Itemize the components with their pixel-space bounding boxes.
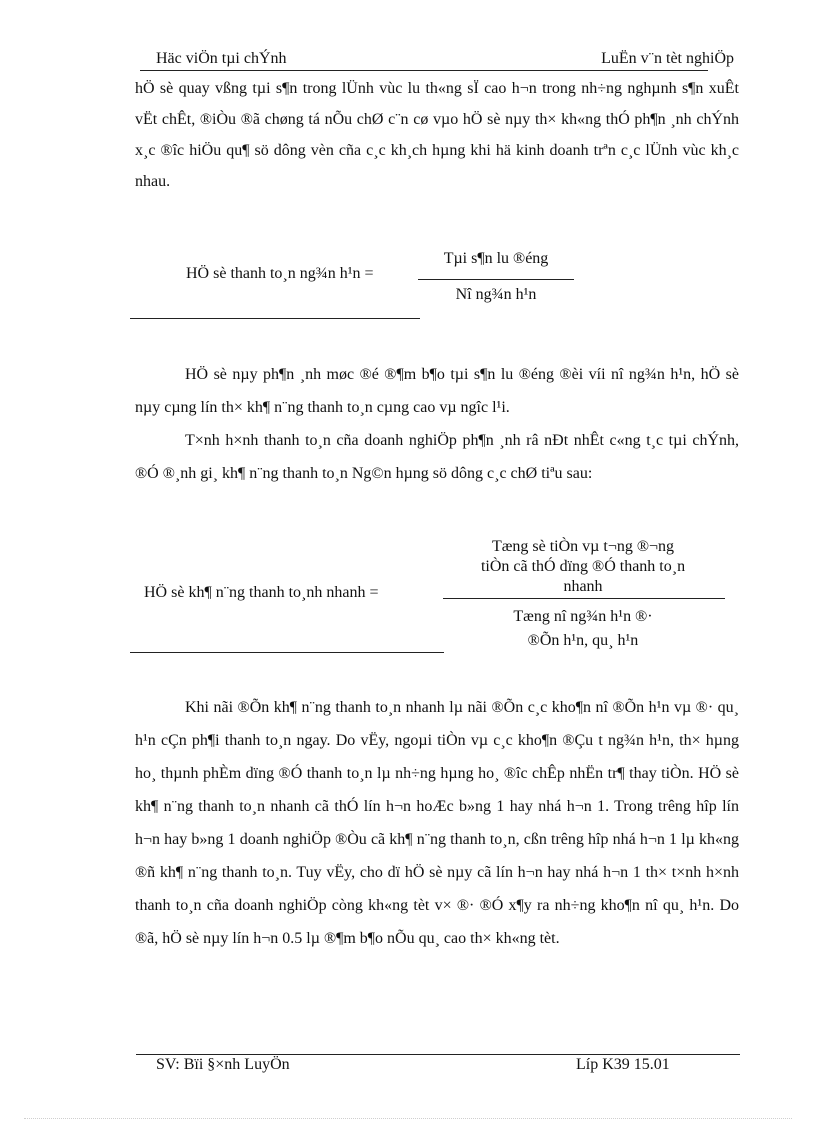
footer-divider bbox=[136, 1054, 740, 1055]
paragraph-quick-ratio: Khi nãi ®Õn kh¶ n¨ng thanh to¸n nhanh lµ nãi ®Õn c¸c kho¶n nî ®Õn h¹n vµ ®· qu¸ h¹n cÇn ph¶i thanh to¸n ngay. Do vËy, ngoµi tiÒn vµ c¸c kho¶n ®Çu t ng¾n h¹n, th× hµng ho¸ thµnh phÈm dïng ®Ó thanh to¸n lµ nh÷ng hµng ho¸ ®îc chÊp nhËn tr¶ thay tiÒn. HÖ sè kh¶ n¨ng thanh to¸n nhanh cã thÓ lín h¬n hoÆc b»ng 1 hay nhá h¬n 1. Trong trêng hîp lín h¬n hay b»ng 1 doanh nghiÖp ®Òu cã kh¶ n¨ng thanh to¸n, cßn trêng hîp nhá h¬n 1 lµ kh«ng ®ñ kh¶ n¨ng thanh to¸n. Tuy vËy, cho dï hÖ sè nµy cã lín h¬n hay nhá h¬n 1 th× t×nh h×nh thanh to¸n cña doanh nghiÖp còng kh«ng tèt v× ®· ®Ó x¶y ra nh÷ng kho¶n nî qu¸ h¹n. Do ®ã, hÖ sè nµy lín h¬n 0.5 lµ ®¶m b¶o nÕu qu¸ cao th× kh«ng tèt. bbox=[135, 699, 739, 947]
formula2-denominator-line1: Tæng nî ng¾n h¹n ®· bbox=[513, 608, 653, 625]
formula2-numerator-line1: Tæng sè tiÒn vµ t¬ng ®¬ng bbox=[491, 538, 675, 555]
formula1-underline bbox=[130, 318, 420, 319]
formula2-denominator bbox=[440, 605, 726, 653]
formula2-label: HÖ sè kh¶ n¨ng thanh to¸nh nhanh = bbox=[144, 584, 379, 601]
formula2-numerator bbox=[440, 537, 726, 597]
paragraph-payment-status: T×nh h×nh thanh to¸n cña doanh nghiÖp ph¶n ¸nh râ nÐt nhÊt c«ng t¸c tµi chÝnh, ®Ó ®¸nh gi¸ kh¶ n¨ng thanh to¸n Ng©n hµng sö dông c¸c chØ tiªu sau: bbox=[135, 432, 739, 482]
paragraph-ratio-explanation bbox=[135, 358, 739, 490]
formula1-denominator: Nî ng¾n h¹n bbox=[455, 286, 537, 303]
footer-student: SV: Bïi §×nh LuyÖn bbox=[156, 1056, 290, 1073]
formula1-numerator: Tµi s¶n lu ®éng bbox=[443, 250, 549, 267]
formula2-fraction-line bbox=[443, 598, 725, 599]
footer-class: Líp K39 15.01 bbox=[576, 1056, 670, 1073]
formula1-fraction-line bbox=[418, 279, 574, 280]
header-institution: Häc viÖn tµi chÝnh bbox=[156, 50, 287, 67]
header-divider bbox=[140, 70, 708, 71]
formula2-numerator-line3: nhanh bbox=[563, 578, 603, 595]
paragraph-intro: hÖ sè quay vßng tµi s¶n trong lÜnh vùc lu th«ng sÏ cao h¬n trong nh÷ng nghµnh s¶n xuÊt vËt chÊt, ®iÒu ®ã chøng tá nÕu chØ c¨n cø vµo hÖ sè nµy th× kh«ng thÓ ph¶n ¸nh chÝnh x¸c ®îc hiÖu qu¶ sö dông vèn cña c¸c kh¸ch hµng khi hä kinh doanh trªn c¸c lÜnh vùc kh¸c nhau. bbox=[135, 80, 739, 190]
formula2-underline bbox=[130, 652, 444, 653]
page-bottom-dotted-border bbox=[24, 1118, 792, 1119]
formula2-numerator-line2: tiÒn cã thÓ dïng ®Ó thanh to¸n bbox=[480, 558, 686, 575]
formula2-denominator-line2: ®Õn h¹n, qu¸ h¹n bbox=[527, 632, 639, 649]
header-document-type: LuËn v¨n tèt nghiÖp bbox=[601, 50, 734, 67]
formula1-label: HÖ sè thanh to¸n ng¾n h¹n = bbox=[186, 265, 374, 282]
paragraph-short-term-ratio: HÖ sè nµy ph¶n ¸nh møc ®é ®¶m b¶o tµi s¶n lu ®éng ®èi víi nî ng¾n h¹n, hÖ sè nµy cµng lín th× kh¶ n¨ng thanh to¸n cµng cao vµ ngîc l¹i. bbox=[135, 366, 739, 416]
